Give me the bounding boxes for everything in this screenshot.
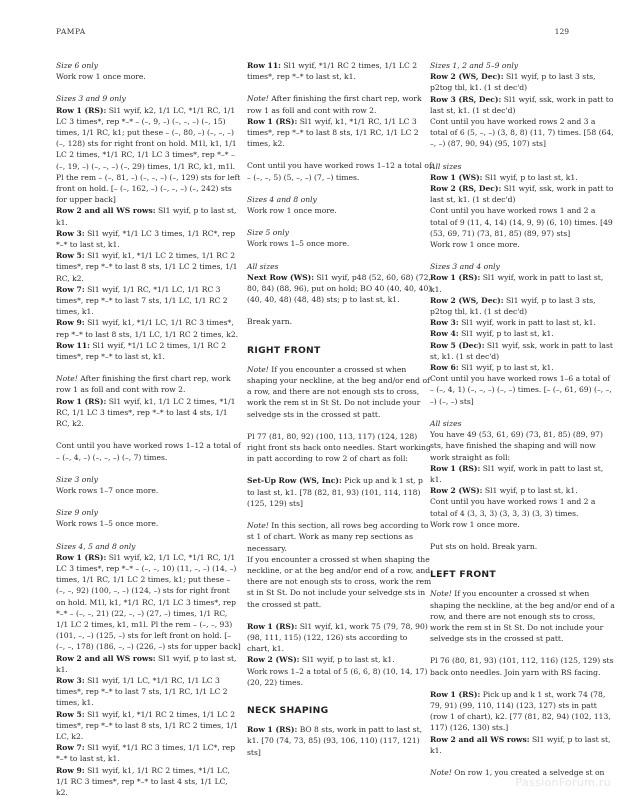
row-instruction <box>247 475 432 509</box>
page-number: 129 <box>554 27 569 36</box>
spacer <box>247 149 432 160</box>
row-instruction <box>56 675 241 709</box>
row-label: Row 3: <box>56 228 85 238</box>
row-label: Row 2 (WS): <box>247 655 300 665</box>
row-label: Row 1 (RS): <box>430 273 481 283</box>
row-label: Row 1 (RS): <box>56 105 107 115</box>
row-text: Sl1 wyif, ssk, work in patt to last st, k1. (1 st dec'd) <box>430 340 613 361</box>
size-subheading: Size 3 only <box>56 474 98 484</box>
spacer <box>56 530 241 541</box>
row-text: Sl1 wyif, k1, work 75 (79, 78, 90) (98, 111, 115) (122, 126) sts according to chart, k1. <box>247 621 428 654</box>
row-label: Row 1 (RS): <box>56 552 107 562</box>
row-label: Row 4: <box>430 329 459 339</box>
row-instruction <box>56 709 241 743</box>
column-middle <box>247 60 432 758</box>
instruction-text: You have 49 (53, 61, 69) (73, 81, 85) (89, 97) sts, have finished the shaping and will now work straight as foll: <box>430 430 603 462</box>
row-instruction <box>56 396 241 430</box>
instruction-text: Put sts on hold. Break yarn. <box>430 541 538 551</box>
note-text: After finishing the first chart rep, work row 1 as foll and cont with row 2. <box>56 374 231 395</box>
note-label: Note! <box>430 767 452 777</box>
row-instruction <box>430 485 615 496</box>
instruction-text: Work rows 1–2 a total of 5 (6, 6, 8) (10, 14, 17) (20, 22) times. <box>247 666 428 687</box>
row-text: Sl1 wyif, p to last 3 sts, p2tog tbl, k1. (1 st dec'd) <box>430 72 596 93</box>
note-label: Note! <box>247 94 269 104</box>
row-instruction <box>430 362 615 373</box>
note-label: Note! <box>247 364 269 374</box>
row-text: Sl1 wyif, work in patt to last st, k1. <box>430 463 604 484</box>
row-instruction <box>56 653 241 675</box>
row-label: Row 5: <box>56 709 85 719</box>
size-subheading: Size 5 only <box>247 228 289 238</box>
instruction-text: Pl 77 (81, 80, 92) (100, 113, 117) (124, 128) right front sts back onto needles. Start working in patt according to row 2 of chart as foll: <box>247 431 431 464</box>
row-text: Sl1 wyif, p to last st, k1. <box>56 206 237 227</box>
spacer <box>247 216 432 227</box>
row-label: Row 3: <box>430 318 459 328</box>
row-instruction <box>430 328 615 339</box>
section-heading: NECK SHAPING <box>247 704 329 716</box>
instruction-text: Break yarn. <box>247 317 292 327</box>
row-instruction <box>247 60 432 82</box>
row-instruction <box>430 172 615 183</box>
row-instruction <box>56 228 241 250</box>
spacer <box>247 688 432 699</box>
spacer <box>56 429 241 440</box>
row-text: Sl1 wyif, work in patt to last st, k1. <box>430 273 604 294</box>
row-instruction <box>247 654 432 665</box>
row-text: Sl1 wyif, p to last st, k1. <box>482 172 578 182</box>
spacer <box>247 82 432 93</box>
row-text: Sl1 wyif, k1, 1/1 RC 2 times, *1/1 LC, 1/1 RC 3 times*, rep *–* to last 4 sts, 1/1 LC, k2. <box>56 765 230 797</box>
row-instruction <box>430 71 615 93</box>
spacer <box>430 150 615 161</box>
row-instruction <box>56 105 241 206</box>
section-heading: RIGHT FRONT <box>247 344 321 356</box>
spacer <box>247 610 432 621</box>
row-label: Row 3: <box>56 675 85 685</box>
row-text: Sl1 wyif, ssk, work in patt to last st, k1. (1 st dec'd) <box>430 94 614 115</box>
size-subheading: All sizes <box>430 418 462 428</box>
row-text: Sl1 wyif, *1/1 RC 3 times, 1/1 LC*, rep *–* to last st, k1. <box>56 743 236 764</box>
spacer <box>430 407 615 418</box>
row-label: Row 1 (RS): <box>430 463 481 473</box>
instruction-text: Cont until you have worked rows 1 and 2 a total of 9 (11, 4, 14) (14, 9, 9) (6, 10) times. [49 (53, 69, 71) (73, 81, 85) (89, 97) sts] <box>430 206 613 238</box>
row-label: Row 9: <box>56 765 85 775</box>
note-paragraph <box>430 588 615 644</box>
row-text: Sl1 wyif, k1, *1/1 LC 2 times, 1/1 RC 2 times*, rep *–* to last 8 sts, 1/1 LC 2 times, 1/1 RC, k2. <box>56 251 238 283</box>
row-text: Sl1 wyif, p to last st, k1. <box>482 486 578 496</box>
row-label: Row 6: <box>430 363 459 373</box>
row-label: Row 1 (RS): <box>247 621 298 631</box>
note-text: After finishing the first chart rep, work row 1 as foll and cont with row 2. <box>247 94 422 115</box>
row-text: Sl1 wyif, p48 (52, 60, 68) (72, 80, 84) (88, 96), put on hold; BO 40 (40, 40, 40) (40, 40, 48) (48, 48) sts; p to last st, k1. <box>247 272 432 305</box>
size-subheading: All sizes <box>247 261 279 271</box>
spacer <box>247 509 432 520</box>
row-label: Row 2 (WS, Dec): <box>430 72 504 82</box>
note-paragraph <box>247 364 432 420</box>
spacer <box>430 644 615 655</box>
row-text: Sl1 wyif, p to last st, k1. <box>430 734 611 755</box>
row-text: Sl1 wyif, 1/1 RC, *1/1 LC, 1/1 RC 3 times*, rep *–* to last 7 sts, 1/1 LC, 1/1 RC 2 times, k1. <box>56 284 228 317</box>
spacer <box>56 362 241 373</box>
row-text: Sl1 wyif, p to last 3 sts, p2tog tbl, k1. (1 st dec'd) <box>430 295 596 317</box>
row-instruction <box>56 765 241 799</box>
spacer <box>247 183 432 194</box>
row-label: Next Row (WS): <box>247 272 315 282</box>
row-text: Sl1 wyif, k1, *1/1 RC 2 times, 1/1 LC 2 times*, rep *–* to last 8 sts, 1/1 RC 2 times, 1/1 LC, k2. <box>56 709 239 741</box>
instruction-text: Cont until you have worked rows 1–12 a total of – (–, 4, –) (–, –, –) (–, 7) times. <box>56 441 241 462</box>
instruction-text: Cont until you have worked rows 1–6 a total of – (–, 4, 1) (–, –, –) (–, –) times. [– (–, 61, 69) (–, –, –) (–, –) sts] <box>430 374 612 406</box>
row-label: Row 2 and all WS rows: <box>56 653 156 663</box>
spacer <box>247 305 432 316</box>
row-text: BO 8 sts, work in patt to last st, k1. [70 (74, 73, 85) (93, 106, 110) (117, 121) sts] <box>247 725 423 757</box>
row-instruction <box>430 317 615 328</box>
instruction-text: Work rows 1–5 once more. <box>56 519 159 529</box>
row-instruction <box>247 621 432 655</box>
row-label: Row 3 (RS, Dec): <box>430 94 502 104</box>
row-instruction <box>56 340 241 362</box>
row-instruction <box>247 272 432 306</box>
row-label: Row 2 (RS, Dec): <box>430 184 502 194</box>
spacer <box>430 756 615 767</box>
row-instruction <box>430 94 615 116</box>
instruction-text: Pl 76 (80, 81, 93) (101, 112, 116) (125, 129) sts back onto needles. Join yarn with RS facing. <box>430 656 614 677</box>
running-head: PAMPA <box>56 27 86 36</box>
column-left <box>56 60 241 798</box>
row-instruction <box>56 205 241 227</box>
instruction-text: Work rows 1–5 once more. <box>247 239 350 249</box>
row-label: Row 2 and all WS rows: <box>430 734 530 744</box>
instruction-text: Work row 1 once more. <box>430 240 520 250</box>
size-subheading: Sizes 1, 2 and 5–9 only <box>430 61 519 70</box>
note-paragraph <box>247 93 432 115</box>
note-label: Note! <box>56 374 78 384</box>
row-instruction <box>430 295 615 317</box>
row-label: Row 7: <box>56 743 85 753</box>
row-label: Row 1 (RS): <box>247 725 298 735</box>
row-instruction <box>56 552 241 653</box>
spacer <box>430 552 615 563</box>
row-text: Sl1 wyif, k1, *1/1 LC, 1/1 RC 3 times*, rep *–* to last 8 sts, 1/1 LC, 1/1 RC 2 times, k2. <box>56 318 239 339</box>
section-heading: LEFT FRONT <box>430 569 496 581</box>
note-label: Note! <box>247 521 269 531</box>
row-text: Sl1 wyif, *1/1 LC 2 times, 1/1 RC 2 times*, rep *–* to last st, k1. <box>56 340 227 362</box>
row-text: Sl1 wyif, p to last st, k1. <box>458 329 554 339</box>
row-label: Row 1 (RS): <box>56 396 107 406</box>
size-subheading: Sizes 3 and 4 only <box>430 262 500 272</box>
spacer <box>247 420 432 431</box>
spacer <box>56 82 241 93</box>
row-text: Sl1 wyif, p to last st, k1. <box>56 653 237 674</box>
instruction-text: Work row 1 once more. <box>56 72 146 82</box>
instruction-text: Cont until you have worked rows 1 and 2 a total of 4 (3, 3, 3) (3, 3, 3) (3, 3) times. <box>430 497 596 518</box>
row-label: Row 2 and all WS rows: <box>56 206 156 216</box>
row-label: Row 1 (RS): <box>247 116 298 126</box>
row-text: Sl1 wyif, k2, 1/1 LC, *1/1 RC, 1/1 LC 3 times*, rep *–* – (–, 9, –) (–, –, –) (–, 15) times, 1/1 RC, k1; put these – (–, 80, –) (–, –, –) (–, 128) sts for right front on hold. M1l, k1, 1/1 LC 2 times, *1/1 RC, 1/1 LC 3 times*, rep *–* – (–, 19, –) (–, –, –) (–, 29) times, 1/1 RC, k1, m1l. Pl the rem – (–, 81, –) (–, –, –) (–, 129) sts for left front on hold. [– (–, 162, –) (–, –, –) (–, 242) sts for upper back] <box>56 105 241 205</box>
instruction-text: If you encounter a crossed st when shaping the neckline, or at the beg and/or end of a row, and there are not enough sts to cross, work the rem st in St St. Do not include your selvedge sts in the crossed st patt. <box>247 554 432 609</box>
watermark: PassionForum.ru <box>515 776 611 789</box>
spacer <box>247 328 432 339</box>
note-text: If you encounter a crossed st when shaping the neckline, at the beg and/or end of a row, and there are not enough sts to cross, work the rem st in St St. Do not include your selvedge sts in the crossed st patt. <box>430 589 615 644</box>
row-text: Sl1 wyif, k1, *1/1 RC, 1/1 LC 3 times*, rep *–* to last 8 sts, 1/1 RC, 1/1 LC 2 times, k2. <box>247 116 419 149</box>
row-text: Sl1 wyif, work in patt to last st, k1. <box>458 318 596 328</box>
row-text: Sl1 wyif, ssk, work in patt to last st, k1. (1 st dec'd) <box>430 184 614 205</box>
row-instruction <box>430 183 615 205</box>
row-label: Row 2 (WS, Dec): <box>430 295 504 305</box>
spacer <box>430 250 615 261</box>
size-subheading: Sizes 4 and 8 only <box>247 194 317 204</box>
size-subheading: Sizes 3 and 9 only <box>56 94 126 104</box>
row-instruction <box>56 250 241 284</box>
instruction-text: Work rows 1–7 once more. <box>56 485 159 495</box>
note-paragraph <box>247 520 432 554</box>
row-instruction <box>430 734 615 756</box>
row-instruction <box>247 116 432 150</box>
row-instruction <box>430 463 615 485</box>
row-label: Set-Up Row (WS, Inc): <box>247 476 342 486</box>
note-paragraph <box>56 373 241 395</box>
row-text: Sl1 wyif, p to last st, k1. <box>299 655 395 665</box>
row-text: Pick up and k 1 st, p to last st, k1. [78 (82, 81, 93) (101, 114, 118) (125, 129) sts] <box>247 476 423 508</box>
spacer <box>247 250 432 261</box>
note-text: If you encounter a crossed st when shaping your neckline, at the beg and/or end of a row, and there are not enough sts to cross, work the rem st in St St. Do not include your selvedge sts in the crossed st patt. <box>247 364 430 419</box>
row-instruction <box>56 742 241 764</box>
spacer <box>247 464 432 475</box>
row-label: Row 7: <box>56 284 85 294</box>
row-label: Row 5: <box>56 251 85 261</box>
spacer <box>56 496 241 507</box>
row-text: Sl1 wyif, 1/1 LC, *1/1 RC, 1/1 LC 3 times*, rep *–* to last 7 sts, 1/1 RC, 1/1 LC 2 times, k1. <box>56 675 228 708</box>
row-instruction <box>56 317 241 339</box>
row-label: Row 1 (WS): <box>430 172 483 182</box>
instruction-text: Cont until you have worked rows 2 and 3 a total of 6 (5, –, –) (3, 8, 8) (11, 7) times. [58 (64, –, –) (87, 90, 94) (95, 107) sts] <box>430 117 614 149</box>
column-right <box>430 60 615 778</box>
size-subheading: Sizes 4, 5 and 8 only <box>56 541 136 551</box>
row-instruction <box>430 689 615 734</box>
row-text: Sl1 wyif, k1, 1/1 LC 2 times, *1/1 RC, 1/1 LC 3 times*, rep *–* to last 4 sts, 1/1 RC, k2. <box>56 396 236 429</box>
size-subheading: Size 6 only <box>56 61 98 70</box>
row-label: Row 2 (WS): <box>430 486 483 496</box>
row-label: Row 11: <box>56 340 90 350</box>
row-instruction <box>430 340 615 362</box>
spacer <box>430 530 615 541</box>
spacer <box>56 463 241 474</box>
row-text: Sl1 wyif, *1/1 RC 2 times, 1/1 LC 2 times*, rep *–* to last st, k1. <box>247 61 418 82</box>
size-subheading: All sizes <box>430 161 462 171</box>
row-text: Pick up and k 1 st, work 74 (78, 79, 91) (99, 110, 114) (123, 127) sts in patt (row 1 of chart), k2. [77 (81, 82, 94) (102, 113, 117) (126, 130) sts.] <box>430 689 611 733</box>
row-instruction <box>430 272 615 294</box>
row-label: Row 9: <box>56 318 85 328</box>
note-text: In this section, all rows beg according to st 1 of chart. Work as many rep sections as necessary. <box>247 521 429 553</box>
row-text: Sl1 wyif, *1/1 LC 3 times, 1/1 RC*, rep *–* to last st, k1. <box>56 228 236 250</box>
note-label: Note! <box>430 589 452 599</box>
instruction-text: Work row 1 once more. <box>430 519 520 529</box>
row-text: Sl1 wyif, k2, 1/1 LC, *1/1 RC, 1/1 LC 3 times*, rep *–* – (–, –, 10) (11, –, –) (14, –) times, 1/1 RC, 1/1 LC 2 times, k1; put these – (–, –, 92) (100, –, –) (124, –) sts for right front on hold. M1l, k1, *1/1 RC, 1/1 LC 3 times*, rep *–* – (–, –, 21) (22, –, –) (27, –) times, 1/1 RC, 1/1 LC 2 times, k1, m1l. Pl the rem – (–, –, 93) (101, –, –) (125, –) sts for left front on hold. [– (–, –, 178) (186, –, –) (226, –) sts for upper back] <box>56 552 241 652</box>
spacer <box>430 678 615 689</box>
row-label: Row 5 (Dec): <box>430 340 485 350</box>
size-subheading: Size 9 only <box>56 508 98 518</box>
row-text: Sl1 wyif, p to last st, k1. <box>458 363 554 373</box>
row-instruction <box>56 284 241 318</box>
instruction-text: Cont until you have worked rows 1–12 a total of – (–, –, 5) (5, –, –) (7, –) times. <box>247 161 432 182</box>
row-label: Row 1 (RS): <box>430 689 481 699</box>
row-instruction <box>247 724 432 758</box>
instruction-text: Work row 1 once more. <box>247 206 337 216</box>
note-text: On row 1, you created a selvedge st on <box>451 767 605 777</box>
row-label: Row 11: <box>247 61 281 70</box>
